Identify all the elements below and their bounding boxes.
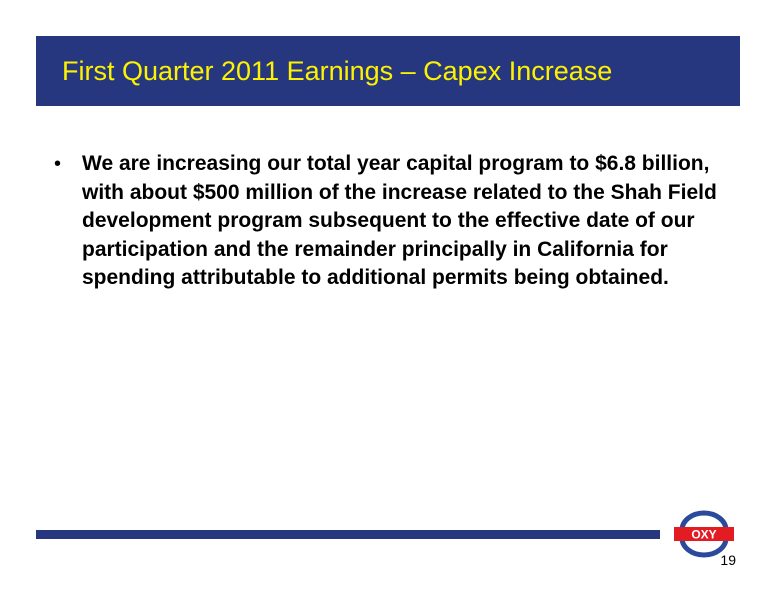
- bullet-text: We are increasing our total year capital program to $6.8 billion, with about $500 million of the increase related to the Shah Field development program subsequent to the effective date of our participation and the remainder principally in California for spending attributable to additional permits being obtained.: [82, 152, 717, 289]
- bullet-marker: •: [54, 153, 62, 175]
- title-bar: [36, 36, 740, 106]
- slide-content: [50, 150, 730, 293]
- slide-title: First Quarter 2011 Earnings – Capex Increase: [62, 56, 613, 86]
- page-number: 19: [720, 552, 736, 568]
- bullet-item: [50, 150, 730, 293]
- logo-text: OXY: [691, 527, 717, 542]
- footer-bar: [36, 530, 660, 539]
